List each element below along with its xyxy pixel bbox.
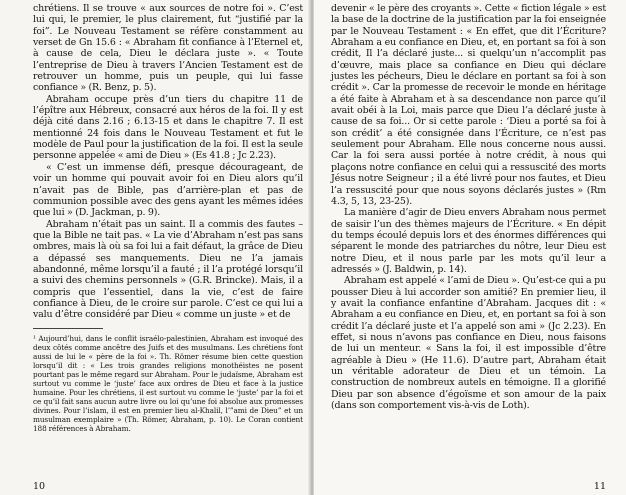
left-paragraph-2: Abraham occupe près d’un tiers du chapitre 11 de l’épître aux Hébreux, consacré aux héros de la foi. Il y est déjà cité dans 2.16 ; 6.13-15 et dans le chapitre 7. Il est mentionné 24 fois dans le Nouveau Testament et fut le modèle de Paul pour la justification de la foi. Il est la seule personne appelée « ami de Dieu » (Es 41.8 ; Jc 2.23). bbox=[33, 93, 303, 162]
right-paragraph-2: La manière d’agir de Dieu envers Abraham nous permet de saisir l’un des thèmes majeurs de l’Écriture. « En dépit du temps écoulé depuis lors et des énormes différences qui séparent le monde des patriarches du nôtre, leur Dieu est notre Dieu, et il nous parle par les mots qu’il leur a adressés » (J. Baldwin, p. 14). bbox=[331, 207, 606, 275]
left-paragraph-1: chrétiens. Il se trouve « aux sources de notre foi ». C’est lui qui, le premier, le plus clairement, fut “justifié par la foi”. Le Nouveau Testament se réfère constamment au verset de Gn 15.6 : « Abraham fit confiance à l’Eternel et, à cause de cela, Dieu le déclara juste ». « Toute l’entreprise de Dieu à travers l’Ancien Testament est de retrouver un homme, puis un peuple, qui lui fasse confiance » (R. Benz, p. 5). bbox=[33, 3, 303, 94]
right-page bbox=[314, 0, 626, 495]
right-page-number: 11 bbox=[593, 481, 606, 492]
left-page-number: 10 bbox=[33, 481, 46, 492]
left-paragraph-4: Abraham n’était pas un saint. Il a commis des fautes – que la Bible ne tait pas. « La vie d’Abraham n’est pas sans ombres, mais là où sa foi lui a fait défaut, la grâce de Dieu a dépassé ses manquements. Dieu ne l’a jamais abandonné, même lorsqu’il a fauté ; il l’a protégé lorsqu’il a suivi des chemins personnels » (G.R. Brincke). Mais, il a compris que l’essentiel, dans la vie, c’est de faire confiance à Dieu, de le croire sur parole. C’est ce qui lui a valu d’être considéré par Dieu « comme un juste » et de bbox=[33, 218, 303, 321]
left-paragraph-3: « C’est un immense défi, presque décourageant, de voir un homme qui pouvait avoir foi en Dieu alors qu’il n’avait pas de Bible, pas d’arrière-plan et pas de communion possible avec des gens ayant les mêmes idées que lui » (D. Jackman, p. 9). bbox=[33, 161, 303, 219]
left-page bbox=[0, 0, 311, 495]
left-page-body bbox=[33, 3, 303, 321]
footnote bbox=[33, 334, 303, 434]
right-page-body bbox=[331, 3, 606, 411]
right-paragraph-1: devenir « le père des croyants ». Cette « fiction légale » est la base de la doctrine de la justification par la foi enseignée par le Nouveau Testament : « En effet, que dit l’Écriture? Abraham a eu confiance en Dieu, et, en portant sa foi à son crédit, Il l’a déclaré juste... si quelqu’un n’accomplit pas d’œuvre, mais place sa confiance en Dieu qui déclare justes les pécheurs, Dieu le déclare en portant sa foi à son crédit ». Car la promesse de recevoir le monde en héritage a été faite à Abraham et à sa descendance non parce qu’il avait obéi à la Loi, mais parce que Dieu l’a déclaré juste à cause de sa foi... Or si cette parole : ‘Dieu a porté sa foi à son crédit’ a été consignée dans l’Écriture, ce n’est pas seulement pour Abraham. Elle nous concerne nous aussi. Car la foi sera aussi portée à notre crédit, à nous qui plaçons notre confiance en celui qui a ressuscité des morts Jésus notre Seigneur ; il a été livré pour nos fautes, et Dieu l’a ressuscité pour que nous soyons déclarés justes » (Rm 4.3, 5, 13, 23-25). bbox=[331, 3, 606, 207]
footnote-text: ¹ Aujourd’hui, dans le conflit israélo-palestinien, Abraham est invoqué des deux côtés comme ancêtre des Juifs et des musulmans. Les chrétiens font aussi de lui le « père de la foi ». Th. Römer résume bien cette question lorsqu’il dit : « Les trois grandes religions monothéistes ne posent pourtant pas le même regard sur Abraham. Pour le judaïsme, Abraham est surtout vu comme le ‘juste’ face aux ordres de Dieu et face à la justice humaine. Pour les chrétiens, il est surtout vu comme le ‘juste’ par la foi et ce qu’il fait sans aucun autre livre ou loi qu’une foi absolue aux promesses divines. Pour l’islam, il est en premier lieu al-Khalil, l’”ami de Dieu” et un musulman exemplaire » (Th. Römer, Abraham, p. 10). Le Coran contient 188 références à Abraham. bbox=[33, 333, 303, 434]
footnote-separator bbox=[33, 328, 103, 329]
right-paragraph-3: Abraham est appelé « l’ami de Dieu ». Qu’est-ce qui a pu pousser Dieu à lui accorder son amitié? En premier lieu, il y avait la confiance enfantine d’Abraham. Jacques dit : « Abraham a eu confiance en Dieu, et, en portant sa foi à son crédit l’a déclaré juste et l’a appelé son ami » (Jc 2.23). En effet, si nous n’avons pas confiance en Dieu, nous faisons de lui un menteur. « Sans la foi, il est impossible d’être agréable à Dieu » (He 11.6). D’autre part, Abraham était un véritable adorateur de Dieu et un témoin. La construction de nombreux autels en témoigne. Il a glorifié Dieu par son absence d’égoïsme et son amour de la paix (dans son comportement vis-à-vis de Loth). bbox=[331, 275, 606, 412]
